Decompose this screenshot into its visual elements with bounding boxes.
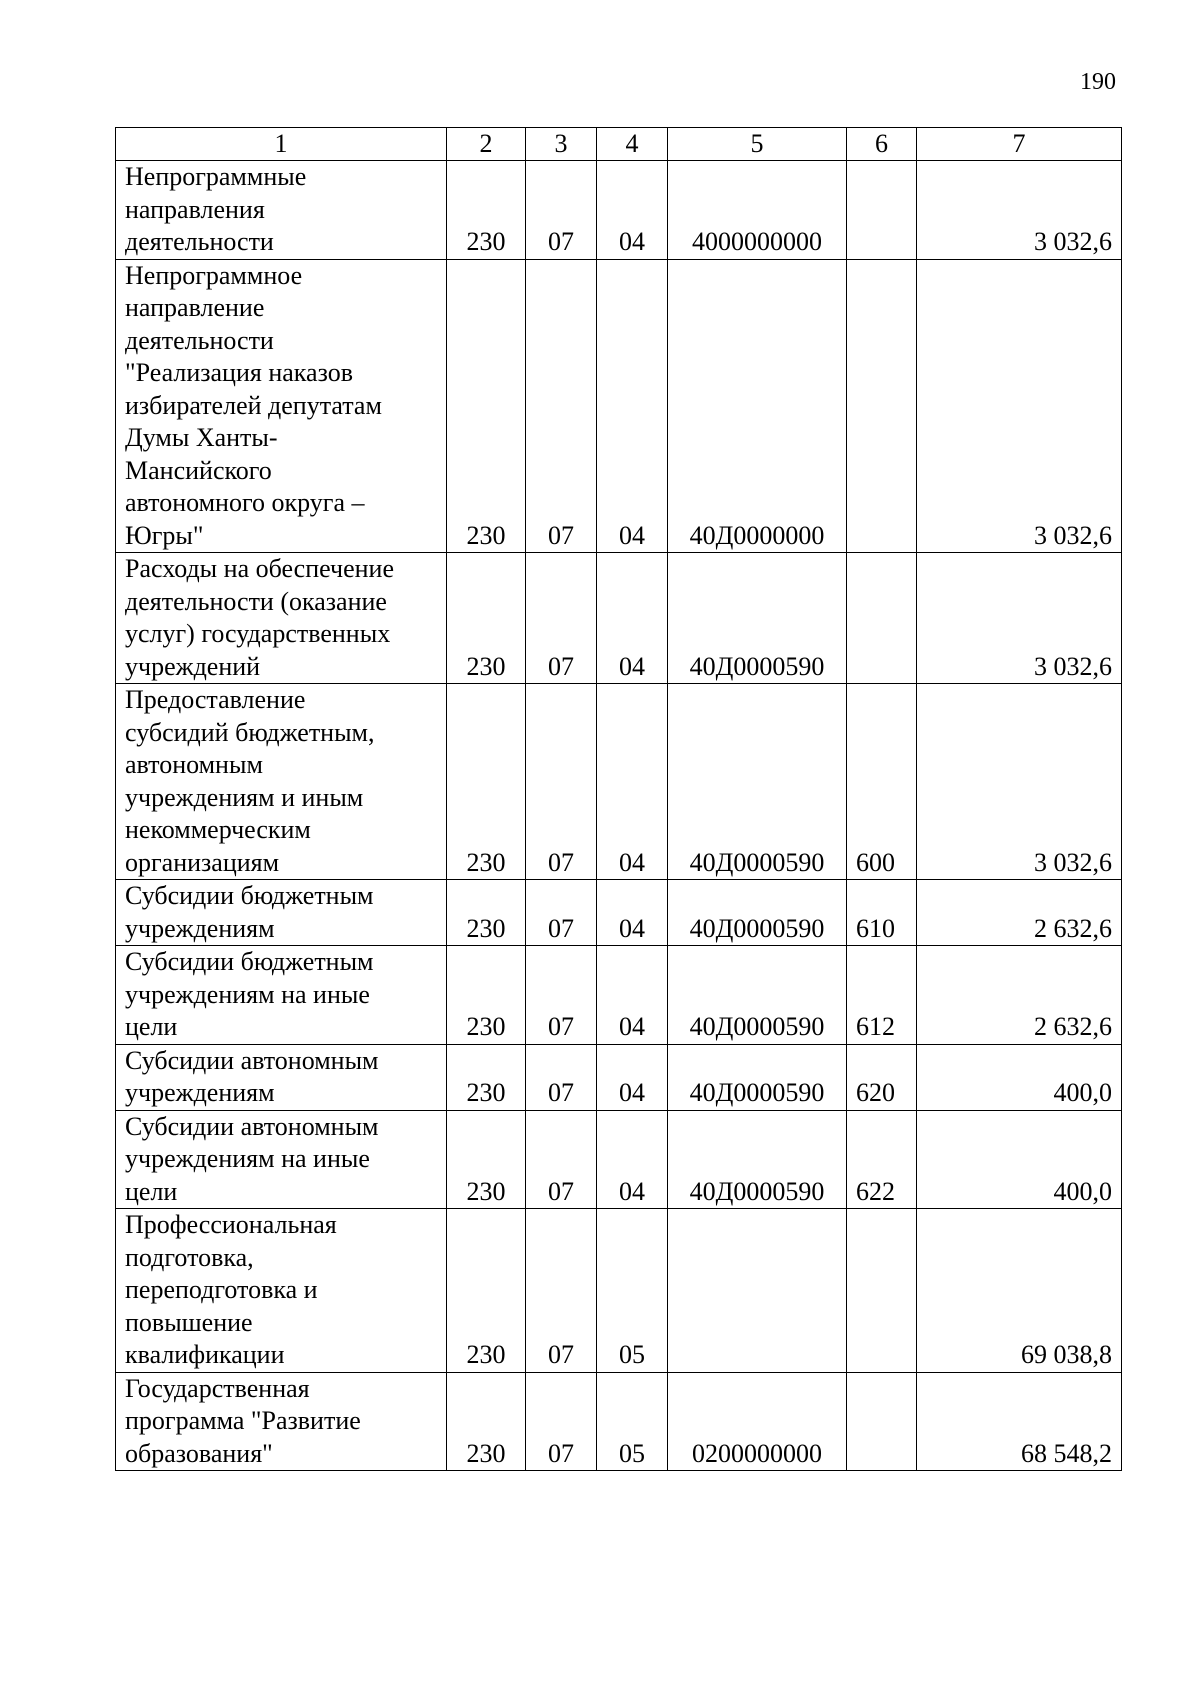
row-name-line: деятельности (оказание bbox=[125, 586, 387, 616]
row-chapter-cell: 230 bbox=[447, 684, 526, 880]
row-name-cell bbox=[116, 684, 447, 880]
row-name-line: деятельности bbox=[125, 325, 274, 355]
header-col-2: 2 bbox=[447, 128, 526, 161]
row-section-cell: 07 bbox=[526, 880, 597, 946]
row-name-line: субсидий бюджетным, bbox=[125, 717, 375, 747]
row-name-line: подготовка, bbox=[125, 1242, 254, 1272]
row-subsection-cell: 04 bbox=[597, 880, 668, 946]
row-chapter-cell: 230 bbox=[447, 1372, 526, 1471]
row-name-cell bbox=[116, 161, 447, 260]
row-name-line: переподготовка и bbox=[125, 1275, 318, 1304]
row-target-article-cell bbox=[668, 1209, 847, 1373]
row-chapter-cell: 230 bbox=[447, 1110, 526, 1209]
row-name-line: Непрограммные bbox=[125, 162, 307, 191]
row-name-line: деятельности bbox=[125, 227, 274, 256]
row-amount-cell: 3 032,6 bbox=[917, 553, 1122, 684]
row-expense-type-cell bbox=[847, 1209, 917, 1373]
header-col-5: 5 bbox=[668, 128, 847, 161]
row-name-cell bbox=[116, 1110, 447, 1209]
row-amount-cell: 2 632,6 bbox=[917, 880, 1122, 946]
row-section-cell: 07 bbox=[526, 1110, 597, 1209]
row-chapter-cell: 230 bbox=[447, 553, 526, 684]
row-name-line: избирателей депутатам bbox=[125, 390, 382, 420]
row-subsection-cell: 04 bbox=[597, 946, 668, 1045]
row-target-article-cell: 4000000000 bbox=[668, 161, 847, 260]
row-subsection-cell: 04 bbox=[597, 1110, 668, 1209]
table-row bbox=[116, 880, 1122, 946]
table-row bbox=[116, 684, 1122, 880]
row-name-line: услуг) государственных bbox=[125, 619, 391, 648]
row-section-cell: 07 bbox=[526, 684, 597, 880]
row-amount-cell: 2 632,6 bbox=[917, 946, 1122, 1045]
row-expense-type-cell bbox=[847, 1372, 917, 1471]
row-target-article-cell: 40Д0000590 bbox=[668, 1044, 847, 1110]
row-chapter-cell: 230 bbox=[447, 946, 526, 1045]
row-subsection-cell: 04 bbox=[597, 161, 668, 260]
row-expense-type-cell: 610 bbox=[847, 880, 917, 946]
row-expense-type-cell bbox=[847, 161, 917, 260]
row-expense-type-cell: 612 bbox=[847, 946, 917, 1045]
row-chapter-cell: 230 bbox=[447, 1044, 526, 1110]
row-target-article-cell: 40Д0000590 bbox=[668, 946, 847, 1045]
row-amount-cell: 400,0 bbox=[917, 1044, 1122, 1110]
row-expense-type-cell bbox=[847, 553, 917, 684]
table-row bbox=[116, 1209, 1122, 1373]
row-name-line: учреждений bbox=[125, 651, 261, 681]
row-name-line: Субсидии автономным bbox=[125, 1045, 379, 1075]
row-section-cell: 07 bbox=[526, 1372, 597, 1471]
row-name-line: Субсидии бюджетным bbox=[125, 881, 374, 910]
table-row bbox=[116, 259, 1122, 553]
page-number: 190 bbox=[1080, 69, 1116, 95]
row-name-cell bbox=[116, 946, 447, 1045]
header-row bbox=[116, 128, 1122, 161]
row-target-article-cell: 40Д0000590 bbox=[668, 553, 847, 684]
row-amount-cell: 68 548,2 bbox=[917, 1372, 1122, 1471]
row-subsection-cell: 04 bbox=[597, 1044, 668, 1110]
row-name-line: учреждениям bbox=[125, 913, 275, 943]
row-target-article-cell: 40Д0000590 bbox=[668, 684, 847, 880]
row-amount-cell: 69 038,8 bbox=[917, 1209, 1122, 1373]
row-name-line: учреждениям на иные bbox=[125, 1144, 370, 1173]
row-name-cell bbox=[116, 1372, 447, 1471]
row-name-line: автономного округа – bbox=[125, 488, 365, 517]
row-name-line: программа "Развитие bbox=[125, 1406, 361, 1435]
row-subsection-cell: 04 bbox=[597, 684, 668, 880]
row-name-line: повышение bbox=[125, 1307, 253, 1337]
row-name-line: цели bbox=[125, 1176, 178, 1206]
row-name-line: Расходы на обеспечение bbox=[125, 554, 395, 583]
row-name-cell bbox=[116, 259, 447, 553]
table-row bbox=[116, 553, 1122, 684]
row-subsection-cell: 05 bbox=[597, 1372, 668, 1471]
row-subsection-cell: 04 bbox=[597, 553, 668, 684]
header-col-3: 3 bbox=[526, 128, 597, 161]
row-name-line: Государственная bbox=[125, 1373, 310, 1403]
row-chapter-cell: 230 bbox=[447, 880, 526, 946]
row-expense-type-cell: 622 bbox=[847, 1110, 917, 1209]
row-name-line: учреждениям bbox=[125, 1078, 275, 1107]
row-section-cell: 07 bbox=[526, 1044, 597, 1110]
header-col-7: 7 bbox=[917, 128, 1122, 161]
row-section-cell: 07 bbox=[526, 946, 597, 1045]
row-section-cell: 07 bbox=[526, 1209, 597, 1373]
row-target-article-cell: 40Д0000000 bbox=[668, 259, 847, 553]
row-amount-cell: 3 032,6 bbox=[917, 684, 1122, 880]
table-body bbox=[116, 161, 1122, 1471]
row-name-line: направления bbox=[125, 194, 265, 224]
header-col-1: 1 bbox=[116, 128, 447, 161]
row-name-cell bbox=[116, 1209, 447, 1373]
row-subsection-cell: 05 bbox=[597, 1209, 668, 1373]
row-amount-cell: 400,0 bbox=[917, 1110, 1122, 1209]
row-section-cell: 07 bbox=[526, 553, 597, 684]
row-section-cell: 07 bbox=[526, 161, 597, 260]
row-name-cell bbox=[116, 553, 447, 684]
row-chapter-cell: 230 bbox=[447, 259, 526, 553]
header-col-4: 4 bbox=[597, 128, 668, 161]
row-chapter-cell: 230 bbox=[447, 1209, 526, 1373]
row-name-line: Субсидии автономным bbox=[125, 1111, 379, 1141]
row-name-line: "Реализация наказов bbox=[125, 358, 353, 387]
row-name-line: квалификации bbox=[125, 1340, 285, 1369]
row-target-article-cell: 40Д0000590 bbox=[668, 880, 847, 946]
row-name-line: некоммерческим bbox=[125, 815, 311, 844]
row-name-line: учреждениям и иным bbox=[125, 782, 364, 812]
row-target-article-cell: 40Д0000590 bbox=[668, 1110, 847, 1209]
row-name-line: автономным bbox=[125, 750, 263, 779]
budget-table bbox=[115, 127, 1122, 1471]
row-name-line: цели bbox=[125, 1012, 178, 1041]
row-name-cell bbox=[116, 1044, 447, 1110]
row-name-line: Профессиональная bbox=[125, 1210, 337, 1239]
row-name-line: направление bbox=[125, 293, 265, 322]
row-name-line: образования" bbox=[125, 1438, 273, 1468]
row-name-line: Предоставление bbox=[125, 685, 306, 714]
row-name-line: Мансийского bbox=[125, 455, 272, 485]
header-col-6: 6 bbox=[847, 128, 917, 161]
table-row bbox=[116, 946, 1122, 1045]
row-target-article-cell: 0200000000 bbox=[668, 1372, 847, 1471]
row-subsection-cell: 04 bbox=[597, 259, 668, 553]
table-row bbox=[116, 1110, 1122, 1209]
table-row bbox=[116, 1044, 1122, 1110]
row-name-line: Думы Ханты- bbox=[125, 423, 278, 452]
row-name-cell bbox=[116, 880, 447, 946]
row-expense-type-cell: 600 bbox=[847, 684, 917, 880]
row-name-line: Субсидии бюджетным bbox=[125, 947, 374, 976]
row-amount-cell: 3 032,6 bbox=[917, 161, 1122, 260]
row-chapter-cell: 230 bbox=[447, 161, 526, 260]
row-expense-type-cell: 620 bbox=[847, 1044, 917, 1110]
table-row bbox=[116, 1372, 1122, 1471]
row-expense-type-cell bbox=[847, 259, 917, 553]
row-name-line: учреждениям на иные bbox=[125, 979, 370, 1009]
row-section-cell: 07 bbox=[526, 259, 597, 553]
row-name-line: Непрограммное bbox=[125, 260, 303, 290]
row-amount-cell: 3 032,6 bbox=[917, 259, 1122, 553]
row-name-line: Югры" bbox=[125, 520, 204, 550]
table-row bbox=[116, 161, 1122, 260]
row-name-line: организациям bbox=[125, 847, 280, 877]
